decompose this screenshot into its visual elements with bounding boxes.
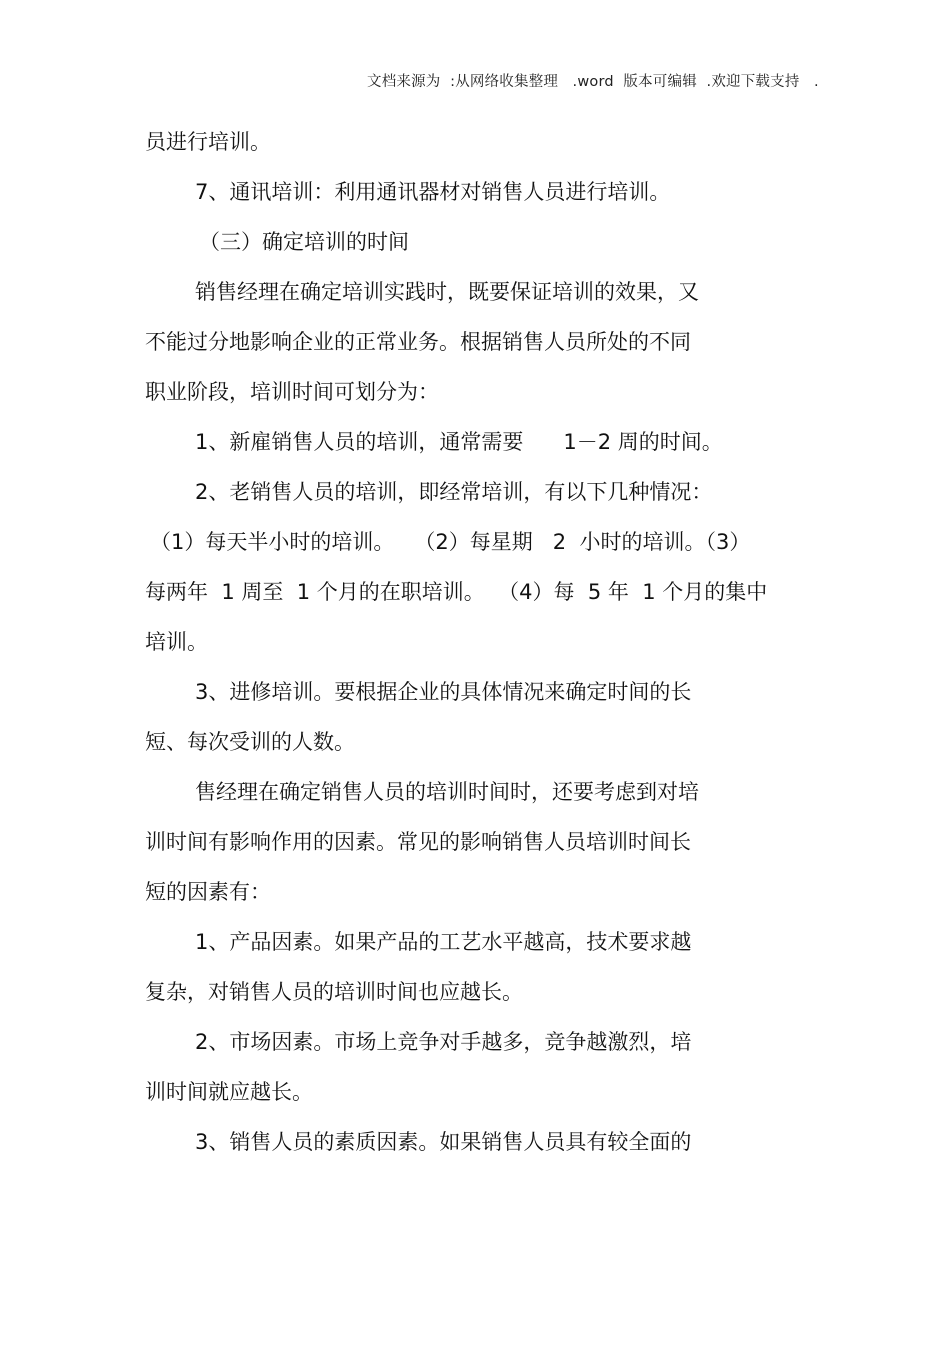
body-line: 培训。 [145, 630, 208, 654]
body-line: （1）每天半小时的培训。 （2）每星期 2 小时的培训。（3） [150, 530, 751, 554]
list-item: 2、老销售人员的培训，即经常培训，有以下几种情况： [195, 480, 713, 504]
body-line: 不能过分地影响企业的正常业务。根据销售人员所处的不同 [145, 330, 691, 354]
page-header: 文档来源为 :从网络收集整理 .word 版本可编辑 .欢迎下载支持 . [367, 74, 819, 90]
body-line: 短的因素有： [145, 880, 271, 904]
section-heading: （三）确定培训的时间 [199, 230, 409, 254]
body-line: 售经理在确定销售人员的培训时间时，还要考虑到对培 [195, 780, 699, 804]
body-line: 训时间有影响作用的因素。常见的影响销售人员培训时间长 [145, 830, 691, 854]
list-item: 2、市场因素。市场上竞争对手越多，竞争越激烈，培 [195, 1030, 692, 1054]
list-item: 1、新雇销售人员的培训，通常需要 1－2 周的时间。 [195, 430, 723, 454]
body-line: 员进行培训。 [145, 130, 271, 154]
body-line: 职业阶段，培训时间可划分为： [145, 380, 439, 404]
list-item: 3、进修培训。要根据企业的具体情况来确定时间的长 [195, 680, 692, 704]
body-line: 复杂，对销售人员的培训时间也应越长。 [145, 980, 523, 1004]
body-line: 每两年 1 周至 1 个月的在职培训。 （4）每 5 年 1 个月的集中 [145, 580, 768, 604]
body-line: 短、每次受训的人数。 [145, 730, 355, 754]
list-item: 1、产品因素。如果产品的工艺水平越高，技术要求越 [195, 930, 692, 954]
body-line: 销售经理在确定培训实践时，既要保证培训的效果，又 [195, 280, 699, 304]
list-item: 7、通讯培训：利用通讯器材对销售人员进行培训。 [195, 180, 671, 204]
body-line: 训时间就应越长。 [145, 1080, 313, 1104]
list-item: 3、销售人员的素质因素。如果销售人员具有较全面的 [195, 1130, 692, 1154]
